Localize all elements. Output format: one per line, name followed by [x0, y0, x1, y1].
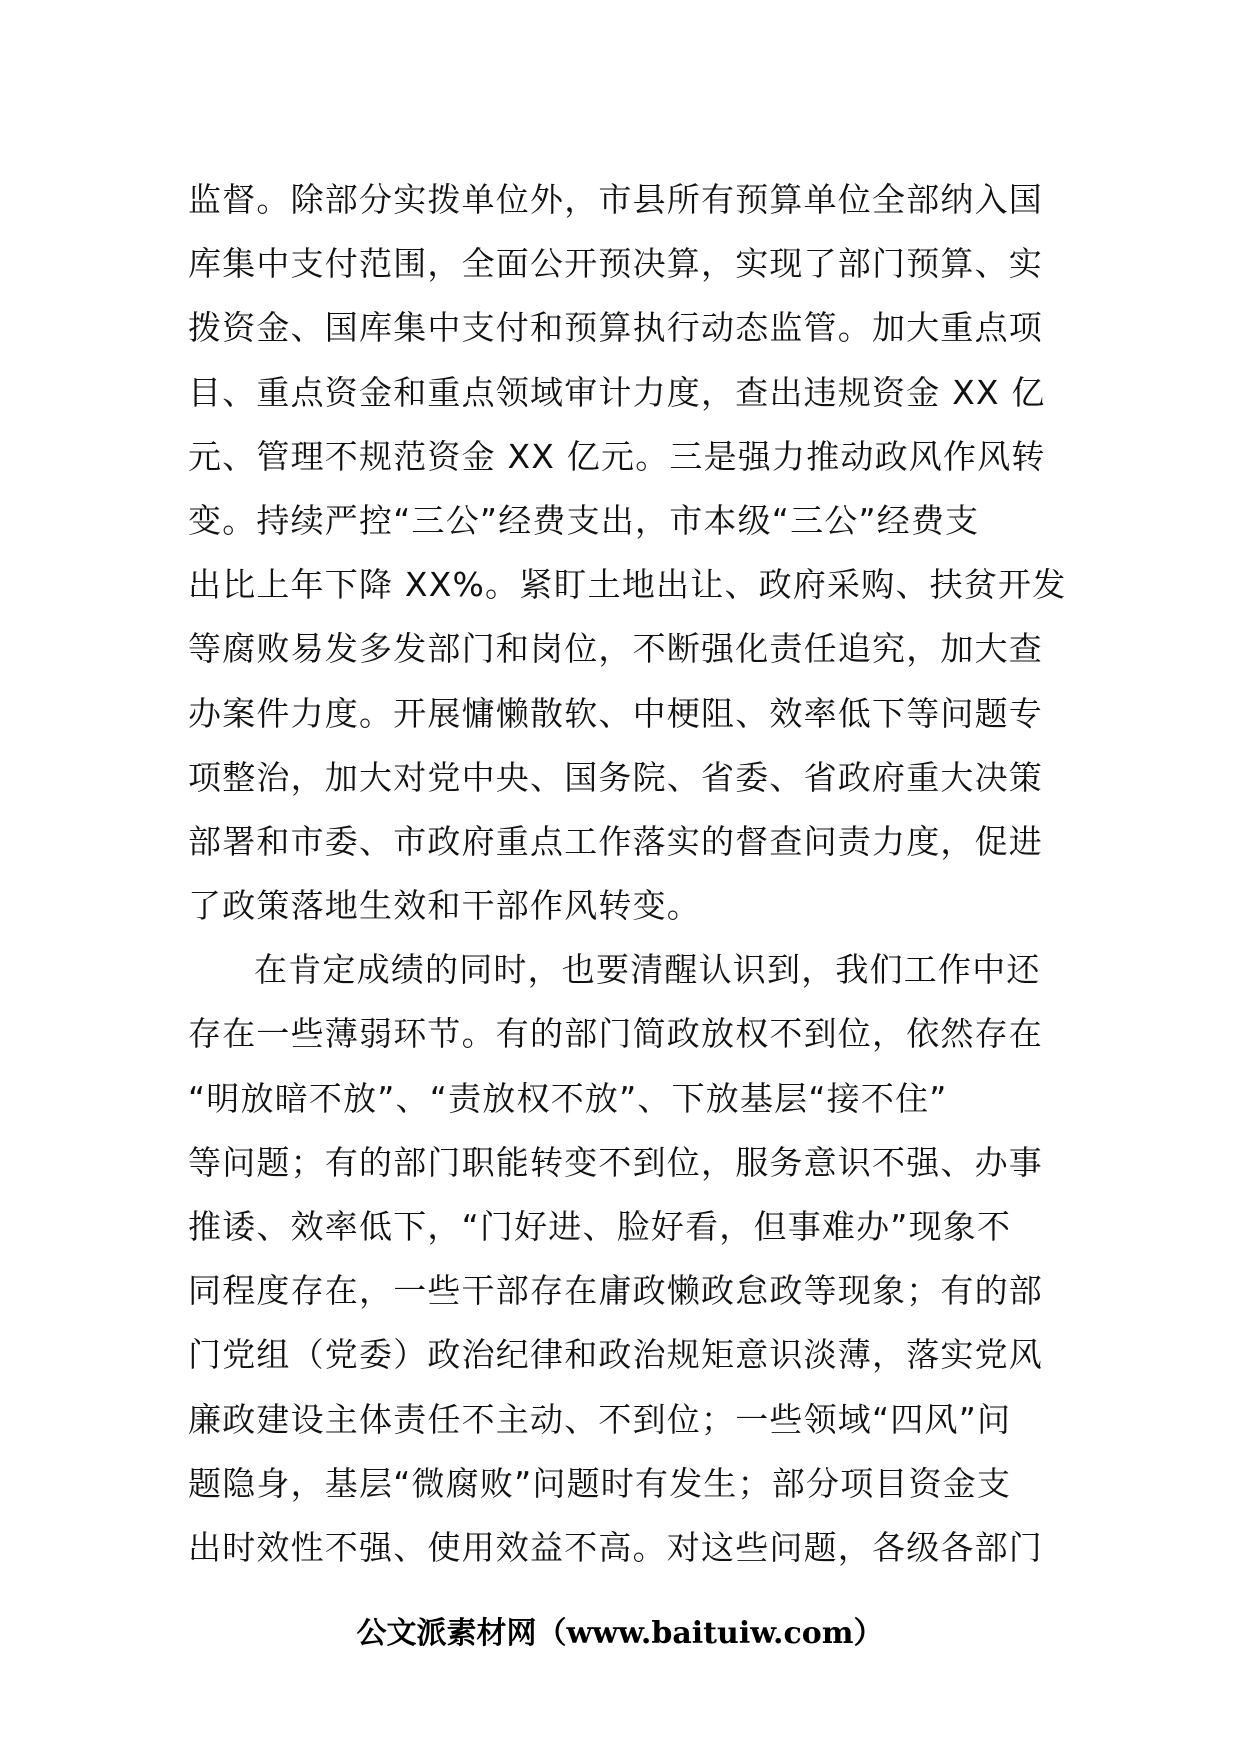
text-line: 拨资金、国库集中支付和预算执行动态监管。加大重点项 [188, 308, 1043, 348]
text-line: 推诿、效率低下，“门好进、脸好看，但事难办”现象不 [188, 1207, 1012, 1246]
text-line: 部署和市委、市政府重点工作落实的督查问责力度，促进 [188, 821, 1043, 861]
body-text [188, 168, 1067, 1580]
text-line: 题隐身，基层“微腐败”问题时有发生；部分项目资金支 [188, 1463, 1012, 1503]
text-line: 同程度存在，一些干部存在庸政懒政怠政等现象；有的部 [188, 1271, 1043, 1311]
text-line: 库集中支付范围，全面公开预决算，实现了部门预算、实 [188, 244, 1043, 284]
text-line: 等腐败易发多发部门和岗位，不断强化责任追究，加大查 [188, 629, 1043, 669]
text-line: 存在一些薄弱环节。有的部门简政放权不到位，依然存在 [188, 1014, 1043, 1054]
text-line: 门党组（党委）政治纪律和政治规矩意识淡薄，落实党风 [188, 1335, 1043, 1375]
text-line: 廉政建设主体责任不主动、不到位；一些领域“四风”问 [188, 1399, 1012, 1439]
text-line: 元、管理不规范资金 XX 亿元。三是强力推动政风作风转 [188, 436, 1046, 476]
paragraph-first-line: 在肯定成绩的同时，也要清醒认识到，我们工作中还 [254, 950, 1041, 990]
footer-watermark: 公文派素材网（www.baituiw.com） [356, 1616, 884, 1651]
text-line: 变。持续严控“三公”经费支出，市本级“三公”经费支 [188, 500, 980, 540]
text-line: 等问题；有的部门职能转变不到位，服务意识不强、办事 [188, 1142, 1043, 1182]
text-line: 监督。除部分实拨单位外，市县所有预算单位全部纳入国 [188, 180, 1043, 219]
text-line: 了政策落地生效和干部作风转变。 [188, 886, 701, 926]
text-line: 办案件力度。开展慵懒散软、中梗阻、效率低下等问题专 [188, 693, 1043, 733]
text-line: 项整治，加大对党中央、国务院、省委、省政府重大决策 [188, 757, 1043, 797]
text-line: “明放暗不放”、“责放权不放”、下放基层“接不住” [188, 1078, 948, 1118]
text-line: 目、重点资金和重点领域审计力度，查出违规资金 XX 亿 [188, 372, 1046, 412]
text-line: 出时效性不强、使用效益不高。对这些问题，各级各部门 [188, 1527, 1043, 1567]
text-line: 出比上年下降 XX%。紧盯土地出让、政府采购、扶贫开发 [188, 565, 1067, 605]
